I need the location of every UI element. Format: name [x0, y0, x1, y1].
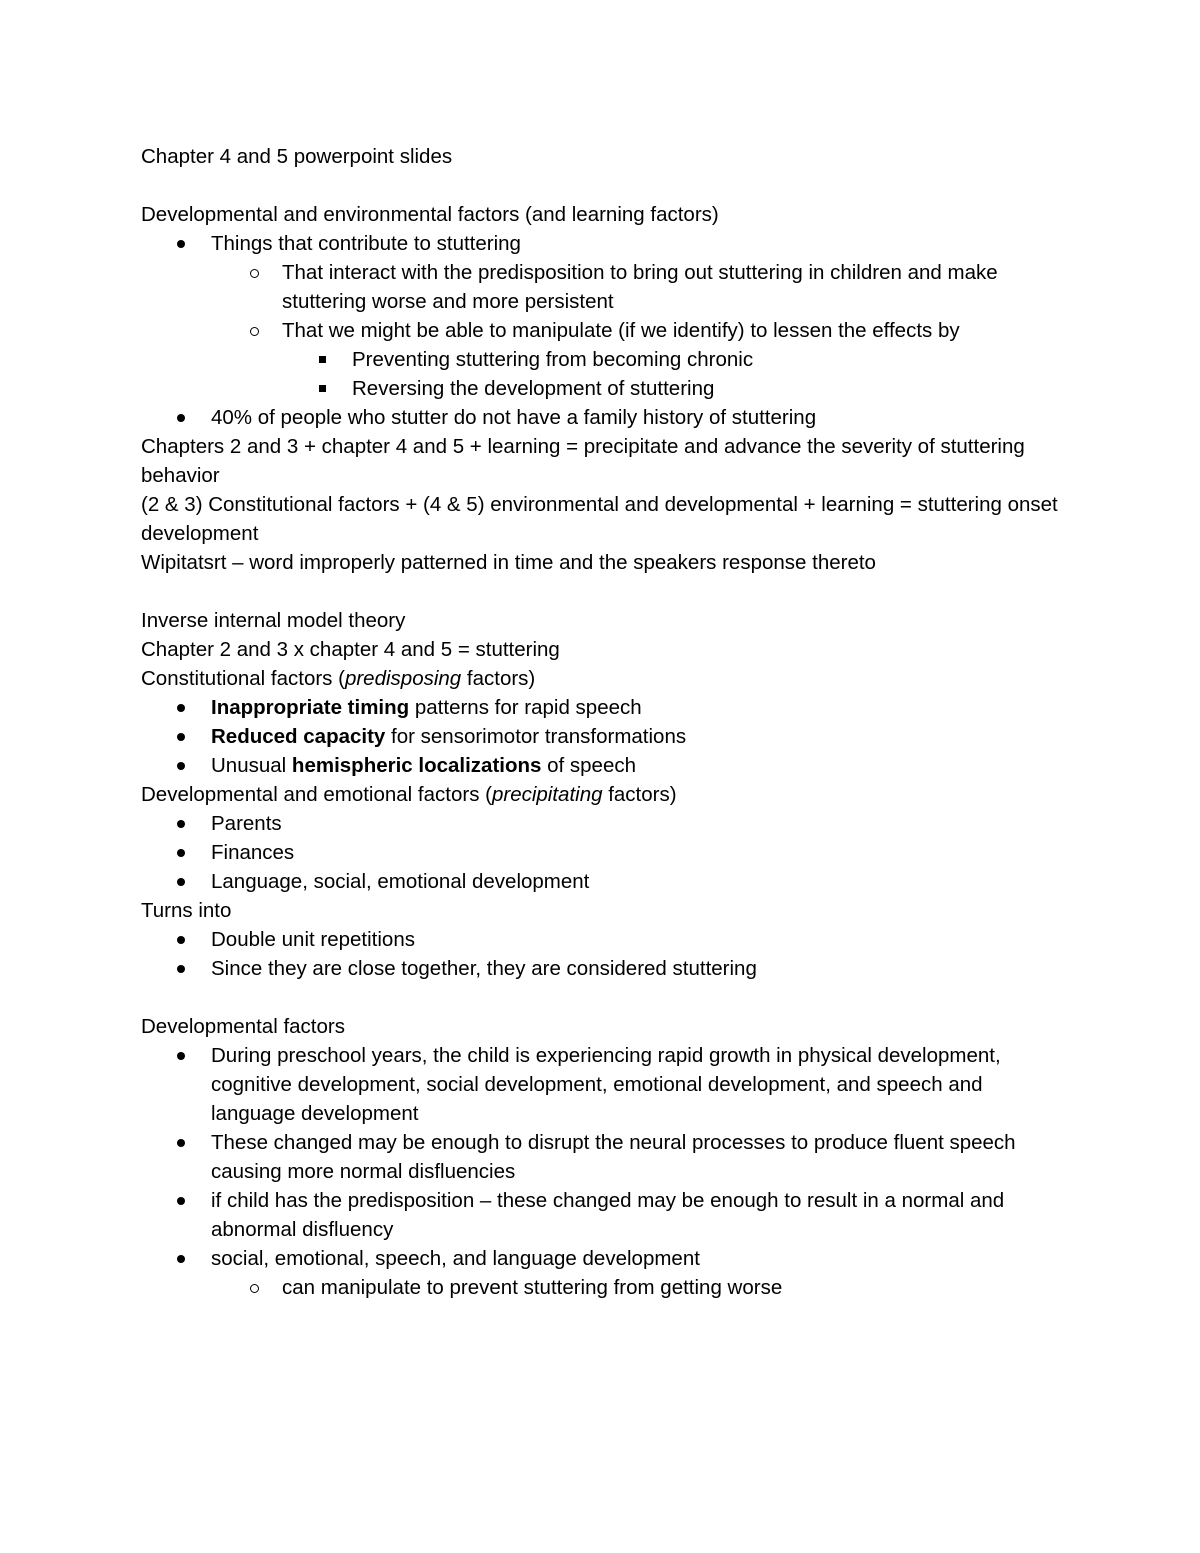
bullet-item: if child has the predisposition – these changed may be enough to result in a normal and abnormal disfluency — [141, 1186, 1071, 1244]
bullet-dot-icon — [171, 867, 191, 896]
blank-line — [141, 577, 1071, 606]
bullet-circle-icon — [244, 1273, 264, 1302]
bullet-item: Double unit repetitions — [141, 925, 1071, 954]
document-page — [141, 142, 1071, 1302]
bullet-item: Parents — [141, 809, 1071, 838]
paragraph: Wipitatsrt – word improperly patterned in time and the speakers response thereto — [141, 551, 876, 574]
bullet-dot-icon — [171, 722, 191, 751]
bullet-item: Language, social, emotional development — [141, 867, 1071, 896]
bullet-item: social, emotional, speech, and language development — [141, 1244, 1071, 1273]
bullet-dot-icon — [171, 1128, 191, 1157]
bullet-dot-icon — [171, 751, 191, 780]
bullet-dot-icon — [171, 1186, 191, 1215]
bullet-item: Finances — [141, 838, 1071, 867]
bullet-dot-icon — [171, 925, 191, 954]
bullet-item: Reduced capacity for sensorimotor transformations — [141, 722, 1071, 751]
bullet-dot-icon — [171, 1041, 191, 1070]
bullet-square-icon — [312, 345, 332, 374]
bullet-dot-icon — [171, 693, 191, 722]
sub-bullet-item: That we might be able to manipulate (if we identify) to lessen the effects by — [141, 316, 1071, 345]
paragraph: Turns into — [141, 899, 232, 922]
bullet-item: Inappropriate timing patterns for rapid speech — [141, 693, 1071, 722]
bullet-circle-icon — [244, 258, 264, 287]
section-heading: Inverse internal model theory — [141, 609, 406, 632]
section-heading: Developmental factors — [141, 1015, 345, 1038]
sub-sub-bullet-item: Reversing the development of stuttering — [141, 374, 1071, 403]
bullet-dot-icon — [171, 809, 191, 838]
bullet-item: During preschool years, the child is experiencing rapid growth in physical development, cognitive development, social development, emotional development, and speech and language development — [141, 1041, 1071, 1128]
bullet-square-icon — [312, 374, 332, 403]
bullet-dot-icon — [171, 954, 191, 983]
bullet-dot-icon — [171, 229, 191, 258]
sub-bullet-item: can manipulate to prevent stuttering from getting worse — [141, 1273, 1071, 1302]
sub-bullet-item: That interact with the predisposition to bring out stuttering in children and make stuttering worse and more persistent — [141, 258, 1071, 316]
section-heading: Developmental and environmental factors (and learning factors) — [141, 203, 719, 226]
bullet-circle-icon — [244, 316, 264, 345]
bullet-dot-icon — [171, 1244, 191, 1273]
bullet-dot-icon — [171, 838, 191, 867]
paragraph: Chapters 2 and 3 + chapter 4 and 5 + learning = precipitate and advance the severity of stuttering behavior — [141, 435, 1025, 487]
bullet-dot-icon — [171, 403, 191, 432]
paragraph: Chapter 2 and 3 x chapter 4 and 5 = stuttering — [141, 638, 560, 661]
document-title: Chapter 4 and 5 powerpoint slides — [141, 145, 453, 168]
subheading-developmental: Developmental and emotional factors (precipitating factors) — [141, 783, 677, 806]
bullet-item: 40% of people who stutter do not have a family history of stuttering — [141, 403, 1071, 432]
bullet-item: Things that contribute to stuttering — [141, 229, 1071, 258]
blank-line — [141, 983, 1071, 1012]
subheading-constitutional: Constitutional factors (predisposing factors) — [141, 667, 536, 690]
paragraph: (2 & 3) Constitutional factors + (4 & 5) environmental and developmental + learning = stuttering onset development — [141, 493, 1058, 545]
sub-sub-bullet-item: Preventing stuttering from becoming chronic — [141, 345, 1071, 374]
bullet-item: These changed may be enough to disrupt the neural processes to produce fluent speech causing more normal disfluencies — [141, 1128, 1071, 1186]
bullet-item: Unusual hemispheric localizations of speech — [141, 751, 1071, 780]
bullet-item: Since they are close together, they are considered stuttering — [141, 954, 1071, 983]
blank-line — [141, 171, 1071, 200]
